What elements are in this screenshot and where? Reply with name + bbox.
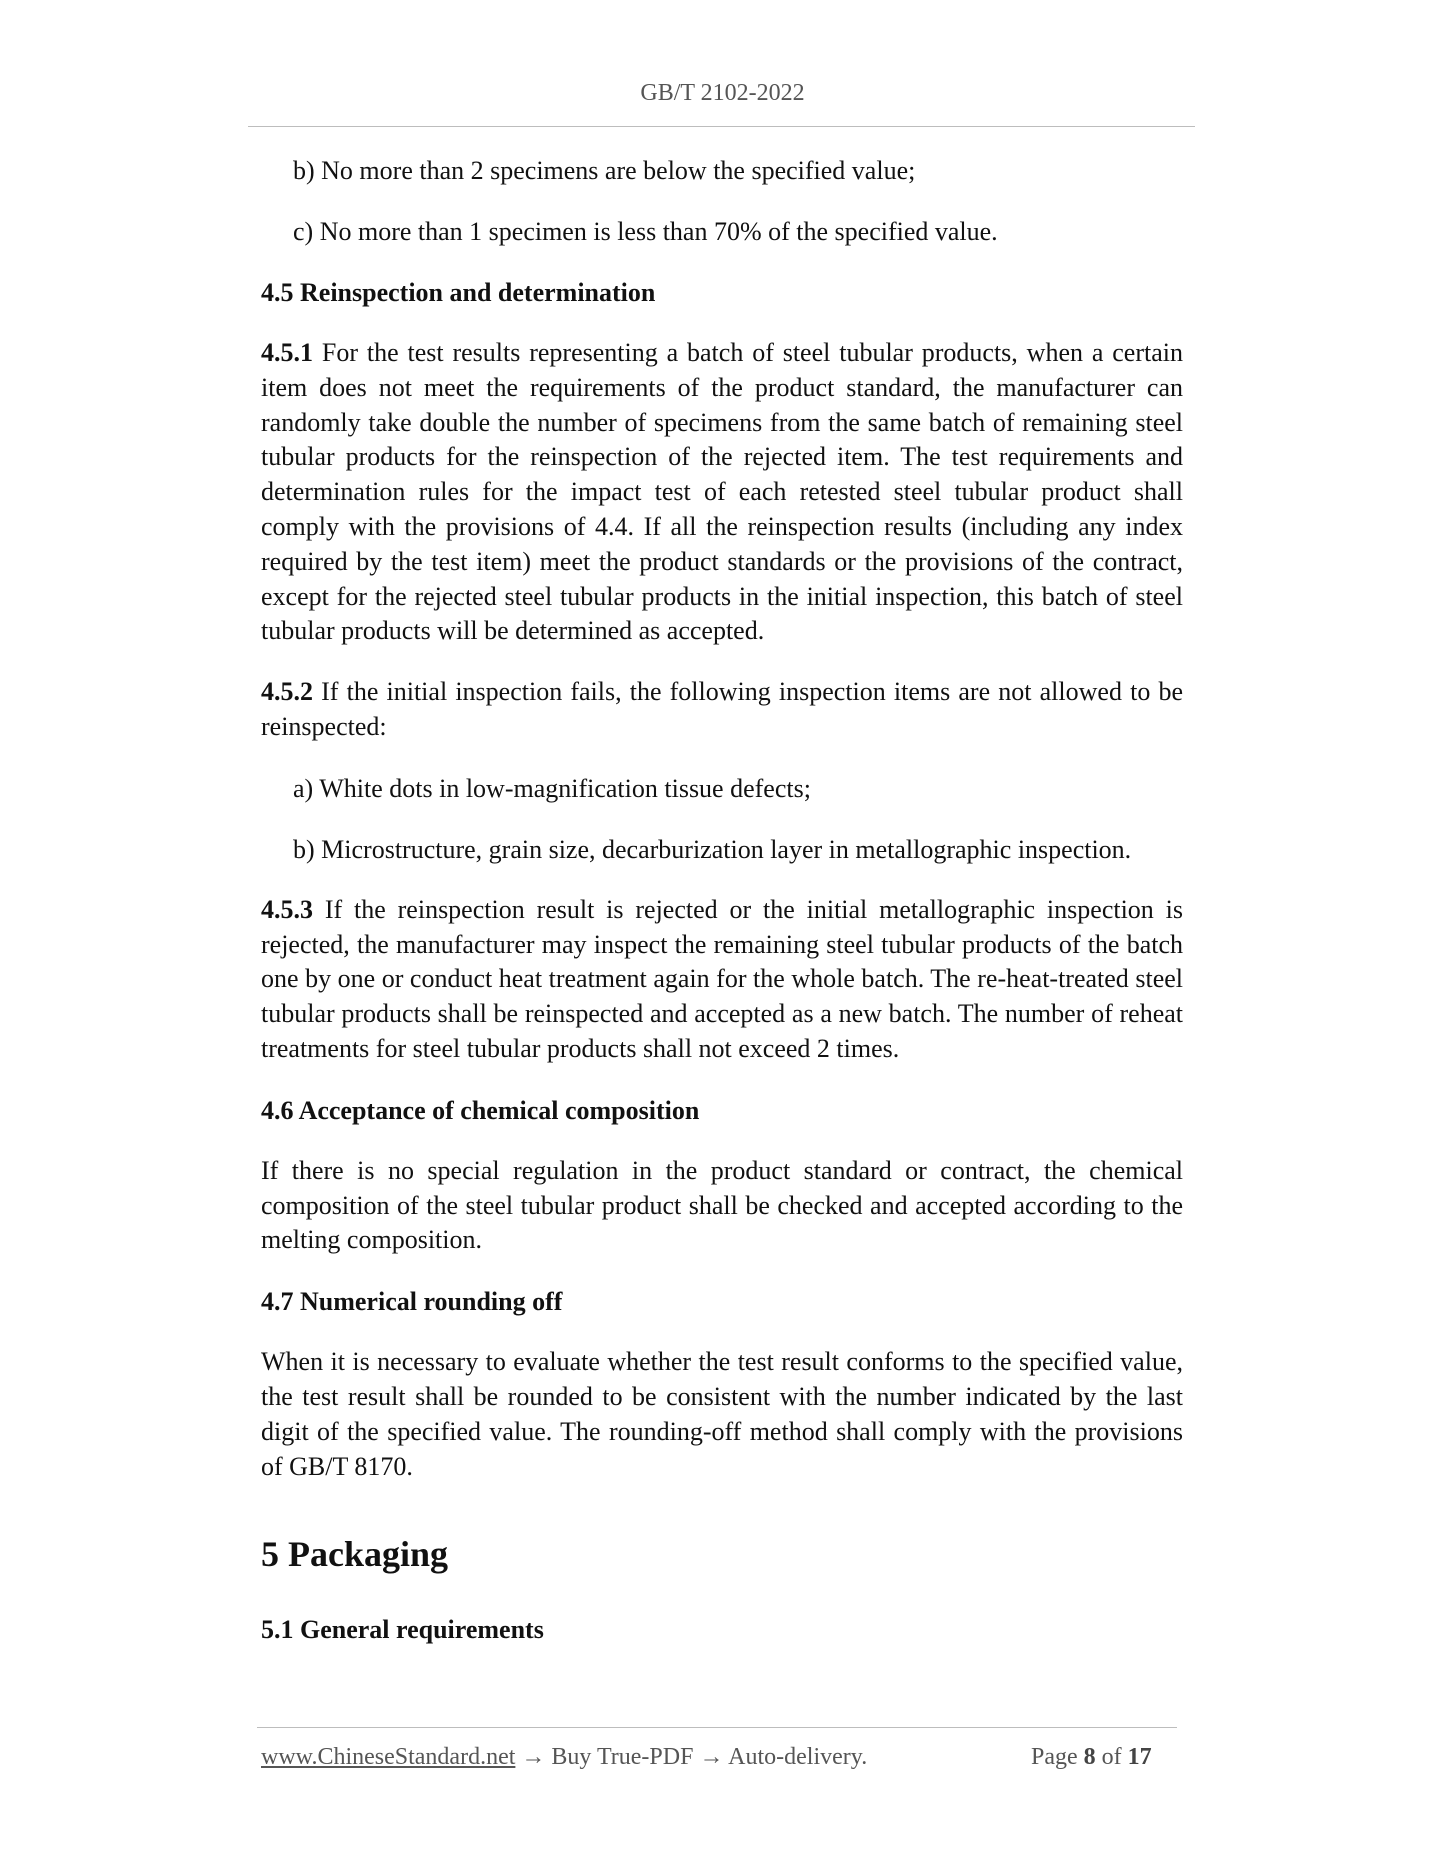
page-header (0, 80, 1445, 107)
list-item: a) White dots in low-magnification tissue defects; (293, 773, 811, 803)
clause-4-5-3 (261, 893, 1183, 1067)
arrow-right-icon: → (521, 1744, 546, 1770)
list-item: c) No more than 1 specimen is less than 70% of the specified value. (293, 217, 998, 246)
document-body (261, 153, 1183, 1673)
section-heading-4-7: 4.7 Numerical rounding off (261, 1287, 563, 1317)
chapter-heading-5: 5 Packaging (261, 1534, 449, 1575)
clause-text: For the test results representing a batch of steel tubular products, when a certain item does not meet the requirements of the product standard, the manufacturer can randomly take double the number of specimens from the same batch of remaining steel tubular products for the reinspection of the rejected item. The test requirements and determination rules for the impact test of each retested steel tubular product shall comply with the provisions of 4.4. If all the reinspection results (including any index required by the test item) meet the product standards or the provisions of the contract, except for the rejected steel tubular products in the initial inspection, this batch of steel tubular products will be determined as accepted. (261, 338, 1183, 646)
header-divider (248, 126, 1195, 127)
section-heading-4-6: 4.6 Acceptance of chemical composition (261, 1095, 700, 1125)
arrow-right-icon: → (699, 1744, 724, 1770)
page-number: 8 (1083, 1744, 1096, 1770)
of-word: of (1101, 1744, 1122, 1770)
clause-number: 4.5.1 (261, 338, 313, 367)
section-heading-4-5: 4.5 Reinspection and determination (261, 278, 656, 307)
page-word: Page (1031, 1744, 1078, 1770)
clause-4-5-1 (261, 336, 1183, 649)
page-indicator (1031, 1744, 1152, 1771)
clause-number: 4.5.2 (261, 677, 313, 707)
footer-links (261, 1744, 867, 1771)
section-4-6-text: If there is no special regulation in the product standard or contract, the chemical composition of the steel tubular product shall be checked and accepted according to the melting composition. (261, 1155, 1183, 1255)
delivery-text: Auto-delivery. (728, 1744, 868, 1770)
clause-4-5-2 (261, 675, 1183, 745)
footer-divider (257, 1727, 1177, 1728)
section-heading-5-1: 5.1 General requirements (261, 1615, 544, 1645)
doc-code: GB/T 2102-2022 (640, 80, 805, 106)
list-item: b) Microstructure, grain size, decarburization layer in metallographic inspection. (293, 834, 1132, 864)
section-4-7-text: When it is necessary to evaluate whether the test result conforms to the specified value, the test result shall be rounded to be consistent with the number indicated by the last digit of the specified value. The rounding-off method shall comply with the provisions of GB/T 8170. (261, 1347, 1183, 1481)
buy-text: Buy True-PDF (551, 1744, 694, 1770)
clause-text: If the reinspection result is rejected or the initial metallographic inspection is rejected, the manufacturer may inspect the remaining steel tubular products of the batch one by one or conduct heat treatment again for the whole batch. The re-heat-treated steel tubular products shall be reinspected and accepted as a new batch. The number of reheat treatments for steel tubular products shall not exceed 2 times. (261, 894, 1183, 1063)
clause-number: 4.5.3 (261, 894, 313, 924)
website-link[interactable]: www.ChineseStandard.net (261, 1744, 516, 1770)
page-total: 17 (1127, 1744, 1152, 1770)
clause-text: If the initial inspection fails, the following inspection items are not allowed to be reinspected: (261, 677, 1183, 741)
list-item: b) No more than 2 specimens are below the specified value; (293, 156, 916, 185)
